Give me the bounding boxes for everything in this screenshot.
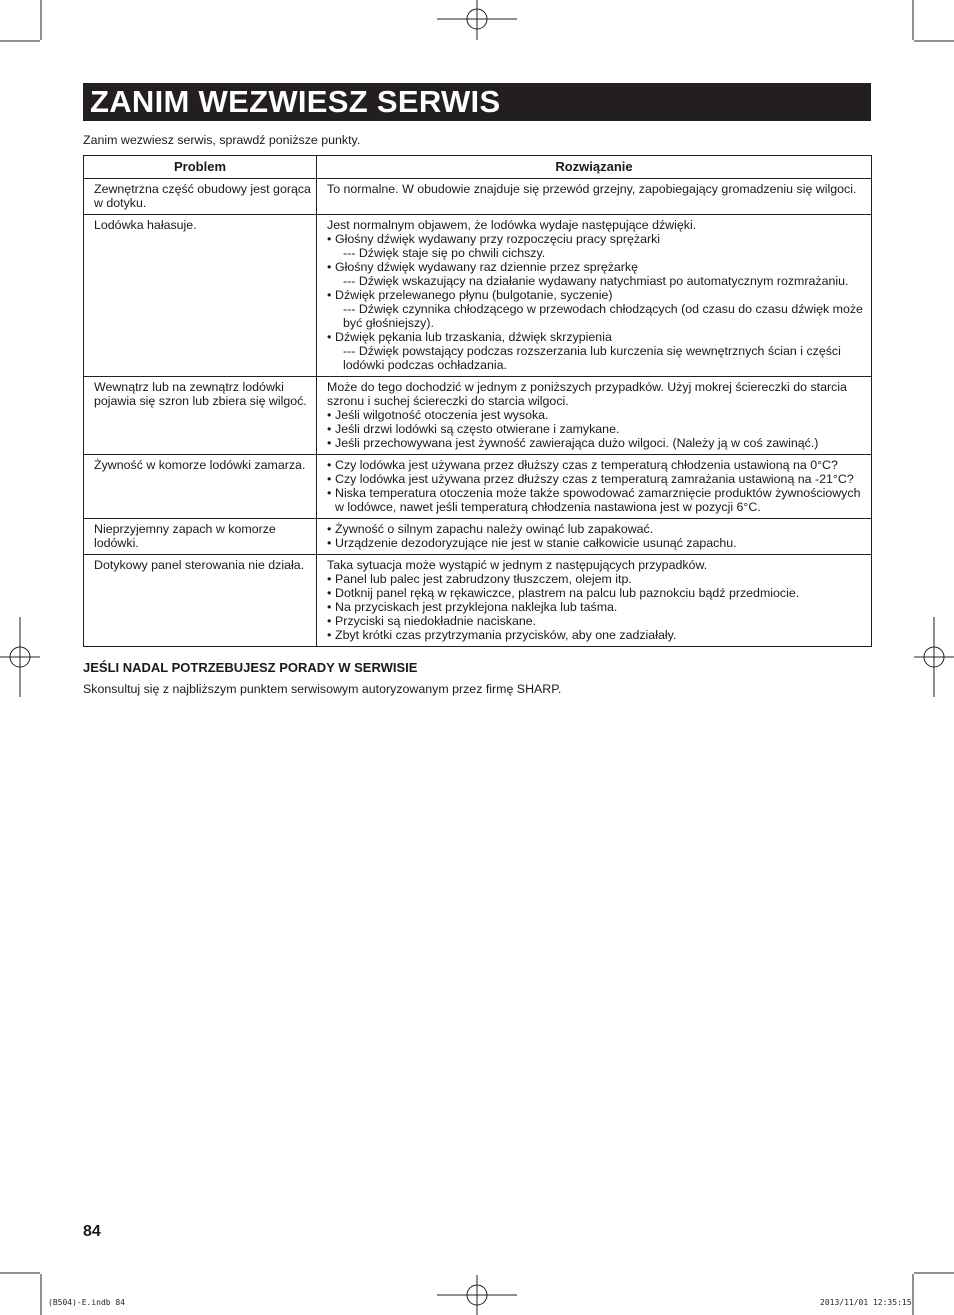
solution-cell xyxy=(317,555,872,647)
list-item xyxy=(327,522,867,536)
bullet-icon: • xyxy=(327,586,332,600)
advice-heading: JEŚLI NADAL POTRZEBUJESZ PORADY W SERWISIE xyxy=(83,660,418,675)
list-item xyxy=(327,536,867,550)
bullet-icon: • xyxy=(327,600,332,614)
list-item xyxy=(327,408,867,422)
list-item-text: Niska temperatura otoczenia może także spowodować zamarznięcie produktów żywnościowych w lodówce, nawet jeśli temperaturą chłodzenia nastawiona jest w pozycji 6°C. xyxy=(335,486,861,514)
table-row xyxy=(84,377,872,455)
solution-cell xyxy=(317,519,872,555)
bullet-icon: • xyxy=(327,436,332,450)
list-item xyxy=(327,288,867,330)
list-item xyxy=(327,422,867,436)
column-header-solution: Rozwiązanie xyxy=(317,156,872,179)
solution-cell xyxy=(317,455,872,519)
bullet-icon: • xyxy=(327,614,332,628)
table-header-row xyxy=(84,156,872,179)
solution-list xyxy=(327,572,867,642)
list-item xyxy=(327,586,867,600)
solution-cell xyxy=(317,215,872,377)
problem-cell: Lodówka hałasuje. xyxy=(84,215,317,377)
solution-list xyxy=(327,408,867,450)
list-item-text: Przyciski są niedokładnie naciskane. xyxy=(335,614,537,628)
solution-cell xyxy=(317,377,872,455)
bullet-icon: • xyxy=(327,536,332,550)
list-item-text: Urządzenie dezodoryzujące nie jest w stanie całkowicie usunąć zapachu. xyxy=(335,536,737,550)
problem-cell: Żywność w komorze lodówki zamarza. xyxy=(84,455,317,519)
solution-intro: To normalne. W obudowie znajduje się przewód grzejny, zapobiegający gromadzeniu się wilgoci. xyxy=(327,182,857,196)
list-item xyxy=(327,486,867,514)
solution-intro: Może do tego dochodzić w jednym z poniższych przypadków. Użyj mokrej ściereczki do starcia szronu i suchej ściereczki do starcia wilgoci. xyxy=(327,380,847,408)
bullet-icon: • xyxy=(327,422,332,436)
list-item-detail: --- Dźwięk staje się po chwili cichszy. xyxy=(343,246,546,260)
page-number: 84 xyxy=(83,1223,101,1240)
list-item xyxy=(327,472,867,486)
list-item-detail: --- Dźwięk powstający podczas rozszerzania lub kurczenia się wewnętrznych ścian i części lodówki podczas ochładzania. xyxy=(343,344,841,372)
bullet-icon: • xyxy=(327,288,332,302)
table-row xyxy=(84,215,872,377)
list-item xyxy=(327,232,867,260)
list-item-text: Dźwięk przelewanego płynu (bulgotanie, syczenie) xyxy=(335,288,613,302)
table-row xyxy=(84,179,872,215)
list-item-detail: --- Dźwięk wskazujący na działanie wydawany natychmiast po automatycznym rozmrażaniu. xyxy=(343,274,849,288)
list-item xyxy=(327,572,867,586)
table-row xyxy=(84,519,872,555)
list-item xyxy=(327,436,867,450)
troubleshooting-table xyxy=(83,155,872,647)
solution-intro: Taka sytuacja może wystąpić w jednym z następujących przypadków. xyxy=(327,558,708,572)
list-item xyxy=(327,458,867,472)
list-item-text: Jeśli wilgotność otoczenia jest wysoka. xyxy=(335,408,549,422)
problem-cell: Nieprzyjemny zapach w komorze lodówki. xyxy=(84,519,317,555)
bullet-icon: • xyxy=(327,330,332,344)
list-item-text: Żywność o silnym zapachu należy owinąć lub zapakować. xyxy=(335,522,654,536)
list-item xyxy=(327,614,867,628)
list-item-text: Głośny dźwięk wydawany przy rozpoczęciu pracy sprężarki xyxy=(335,232,661,246)
list-item-text: Zbyt krótki czas przytrzymania przycisków, aby one zadziałały. xyxy=(335,628,677,642)
table-row xyxy=(84,455,872,519)
list-item-text: Jeśli przechowywana jest żywność zawierająca dużo wilgoci. (Należy ją w coś zawinąć.) xyxy=(335,436,819,450)
list-item xyxy=(327,330,867,372)
page-title: ZANIM WEZWIESZ SERWIS xyxy=(83,83,871,121)
bullet-icon: • xyxy=(327,522,332,536)
column-header-problem: Problem xyxy=(84,156,317,179)
problem-cell: Dotykowy panel sterowania nie działa. xyxy=(84,555,317,647)
print-slug-timestamp: 2013/11/01 12:35:15 xyxy=(820,1298,912,1307)
print-slug-file: (B504)-E.indb 84 xyxy=(48,1298,126,1307)
list-item-text: Na przyciskach jest przyklejona naklejka lub taśma. xyxy=(335,600,618,614)
advice-text: Skonsultuj się z najbliższym punktem serwisowym autoryzowanym przez firmę SHARP. xyxy=(83,682,562,696)
bullet-icon: • xyxy=(327,572,332,586)
list-item-text: Dźwięk pękania lub trzaskania, dźwięk skrzypienia xyxy=(335,330,612,344)
list-item-text: Dotknij panel ręką w rękawiczce, plastrem na palcu lub paznokciu bądź przedmiocie. xyxy=(335,586,800,600)
solution-list xyxy=(327,522,867,550)
solution-list xyxy=(327,458,867,514)
table-row xyxy=(84,555,872,647)
list-item-text: Głośny dźwięk wydawany raz dziennie przez sprężarkę xyxy=(335,260,639,274)
bullet-icon: • xyxy=(327,472,332,486)
bullet-icon: • xyxy=(327,628,332,642)
bullet-icon: • xyxy=(327,232,332,246)
solution-list xyxy=(327,232,867,372)
bullet-icon: • xyxy=(327,458,332,472)
problem-cell: Zewnętrzna część obudowy jest gorąca w dotyku. xyxy=(84,179,317,215)
list-item-detail: --- Dźwięk czynnika chłodzącego w przewodach chłodzących (od czasu do czasu dźwięk może być głośniejszy). xyxy=(343,302,863,330)
list-item-text: Czy lodówka jest używana przez dłuższy czas z temperaturą zamrażania ustawioną na -21°C? xyxy=(335,472,854,486)
problem-cell: Wewnątrz lub na zewnątrz lodówki pojawia się szron lub zbiera się wilgoć. xyxy=(84,377,317,455)
bullet-icon: • xyxy=(327,408,332,422)
bullet-icon: • xyxy=(327,486,332,500)
list-item-text: Jeśli drzwi lodówki są często otwierane i zamykane. xyxy=(335,422,620,436)
list-item xyxy=(327,260,867,288)
solution-cell xyxy=(317,179,872,215)
list-item xyxy=(327,600,867,614)
table-body xyxy=(84,179,872,647)
list-item-text: Czy lodówka jest używana przez dłuższy czas z temperaturą chłodzenia ustawioną na 0°C? xyxy=(335,458,838,472)
bullet-icon: • xyxy=(327,260,332,274)
solution-intro: Jest normalnym objawem, że lodówka wydaje następujące dźwięki. xyxy=(327,218,697,232)
intro-text: Zanim wezwiesz serwis, sprawdź poniższe punkty. xyxy=(83,133,361,147)
list-item-text: Panel lub palec jest zabrudzony tłuszczem, olejem itp. xyxy=(335,572,632,586)
list-item xyxy=(327,628,867,642)
